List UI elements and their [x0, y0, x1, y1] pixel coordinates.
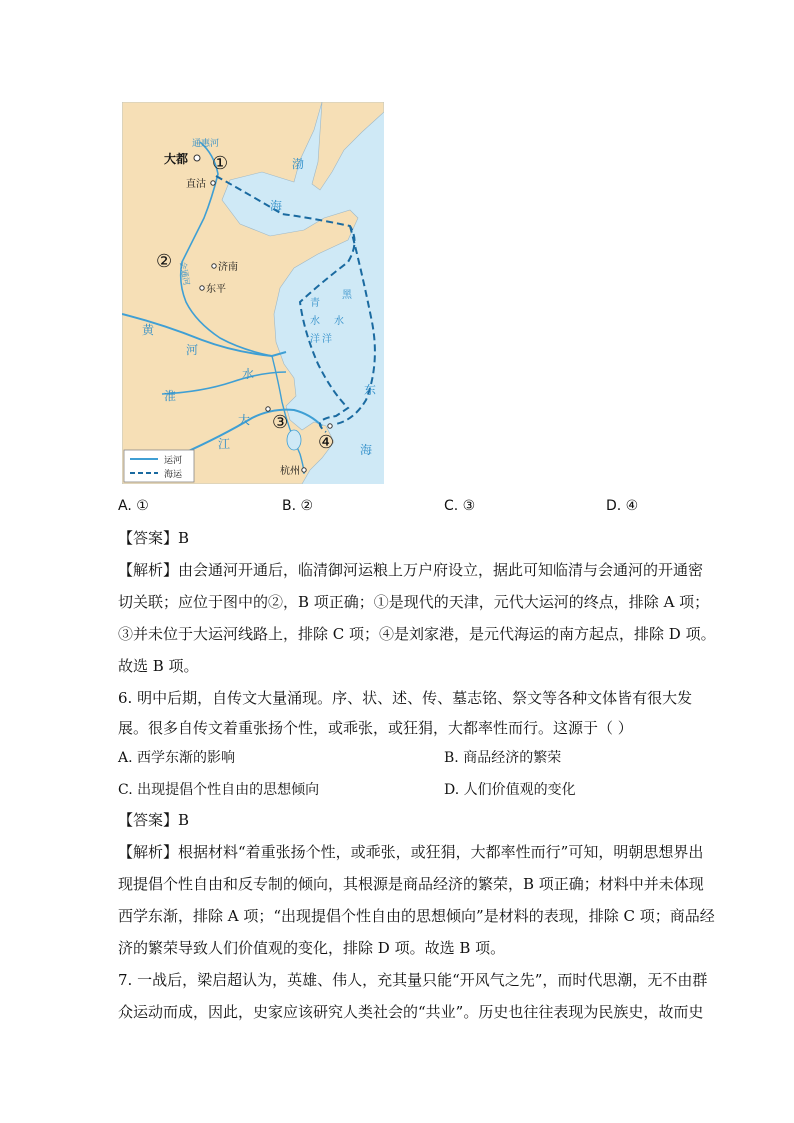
label-zhigu: 直沽 — [186, 179, 206, 190]
q6-option-d: D. 人们价值观的变化 — [444, 782, 576, 798]
q5-analysis-line-3: ③并未位于大运河线路上，排除 C 项；④是刘家港，是元代海运的南方起点，排除 D 项。 — [118, 625, 716, 643]
q5-answer: 【答案】B — [118, 529, 190, 547]
q6-stem-line-1: 6. 明中后期，自传文大量涌现。序、状、述、传、墓志铭、祭文等各种文体皆有很大发 — [118, 689, 693, 707]
label-yang1: 洋 — [310, 334, 320, 345]
legend-canal-label: 运河 — [164, 456, 183, 466]
q5-option-d: D. ④ — [606, 498, 639, 514]
q6-option-c: C. 出现提倡个性自由的思想倾向 — [118, 782, 320, 798]
dongping-city-dot — [200, 286, 204, 290]
label-shui2: 水 — [334, 316, 344, 327]
zhigu-city-dot — [211, 181, 215, 185]
q6-option-a: A. 西学东渐的影响 — [118, 750, 236, 766]
q5-analysis-line-4: 故选 B 项。 — [118, 657, 199, 675]
label-dongping: 东平 — [206, 284, 226, 295]
q6-answer: 【答案】B — [118, 811, 190, 829]
q7-stem-line-1: 7. 一战后，梁启超认为，英雄、伟人，充其量只能“开风气之先”，而时代思潮，无不由群 — [118, 971, 708, 989]
taihu-lake — [287, 430, 301, 450]
jinan-city-dot — [212, 264, 216, 268]
label-dong: 东 — [364, 383, 377, 397]
q6-analysis-line-3: 西学东渐，排除 A 项；“出现提倡个性自由的思想倾向”是材料的表现，排除 C 项；商品经 — [118, 907, 715, 925]
label-shui-huai: 水 — [242, 367, 255, 381]
label-qing: 青 — [310, 298, 320, 309]
label-tonghui-river: 通惠河 — [192, 139, 220, 149]
q6-analysis-line-2: 现提倡个性自由和反专制的倾向，其根源是商品经济的繁荣，B 项正确；材料中并未体现 — [118, 875, 704, 893]
marker-1: ① — [212, 153, 229, 174]
m4-city-dot — [328, 424, 332, 428]
q5-option-c: C. ③ — [444, 498, 476, 514]
label-jinan: 济南 — [218, 262, 238, 273]
legend-sea-route-label: 海运 — [164, 470, 183, 480]
map-legend — [124, 450, 194, 482]
label-jiang: 江 — [218, 437, 231, 451]
label-hei: 黑 — [342, 290, 352, 301]
q6-option-b: B. 商品经济的繁荣 — [444, 750, 562, 766]
marker-4: ④ — [318, 432, 335, 453]
q5-analysis-line-1: 【解析】由会通河开通后，临清御河运粮上万户府设立，据此可知临清与会通河的开通密 — [118, 561, 704, 579]
q6-stem-line-2: 展。很多自传文着重张扬个性，或乖张，或狂狷，大都率性而行。这源于（ ） — [118, 719, 633, 737]
q5-option-a: A. ① — [118, 498, 149, 514]
label-bo: 渤 — [292, 157, 305, 171]
dadu-city-dot — [194, 155, 200, 161]
marker-2: ② — [156, 251, 173, 272]
q5-option-b: B. ② — [282, 498, 314, 514]
label-shui1: 水 — [310, 316, 320, 327]
q5-analysis-line-2: 切关联；应位于图中的②，B 项正确；①是现代的天津，元代大运河的终点，排除 A 项； — [118, 593, 710, 611]
marker-3: ③ — [272, 412, 289, 433]
label-hangzhou: 杭州 — [280, 466, 300, 477]
m3-city-dot — [266, 407, 270, 411]
label-huai: 淮 — [164, 389, 177, 403]
label-dadu: 大都 — [164, 152, 189, 166]
label-hai-upper: 海 — [270, 199, 283, 213]
q6-analysis-line-4: 济的繁荣导致人们价值观的变化，排除 D 项。故选 B 项。 — [118, 939, 506, 957]
label-hai-lower: 海 — [360, 443, 373, 457]
yuan-canal-map — [122, 102, 384, 484]
q6-analysis-line-1: 【解析】根据材料“着重张扬个性，或乖张，或狂狷，大都率性而行”可知，明朝思想界出 — [118, 843, 704, 861]
label-huitong-river: 会通河 — [178, 260, 192, 286]
hangzhou-city-dot — [302, 468, 306, 472]
label-da: 大 — [238, 413, 251, 427]
q7-stem-line-2: 众运动而成，因此，史家应该研究人类社会的“共业”。历史也往往表现为民族史，故而史 — [118, 1003, 704, 1021]
label-yang2: 洋 — [322, 334, 332, 345]
label-he: 河 — [186, 343, 199, 357]
label-huang: 黄 — [142, 323, 155, 337]
